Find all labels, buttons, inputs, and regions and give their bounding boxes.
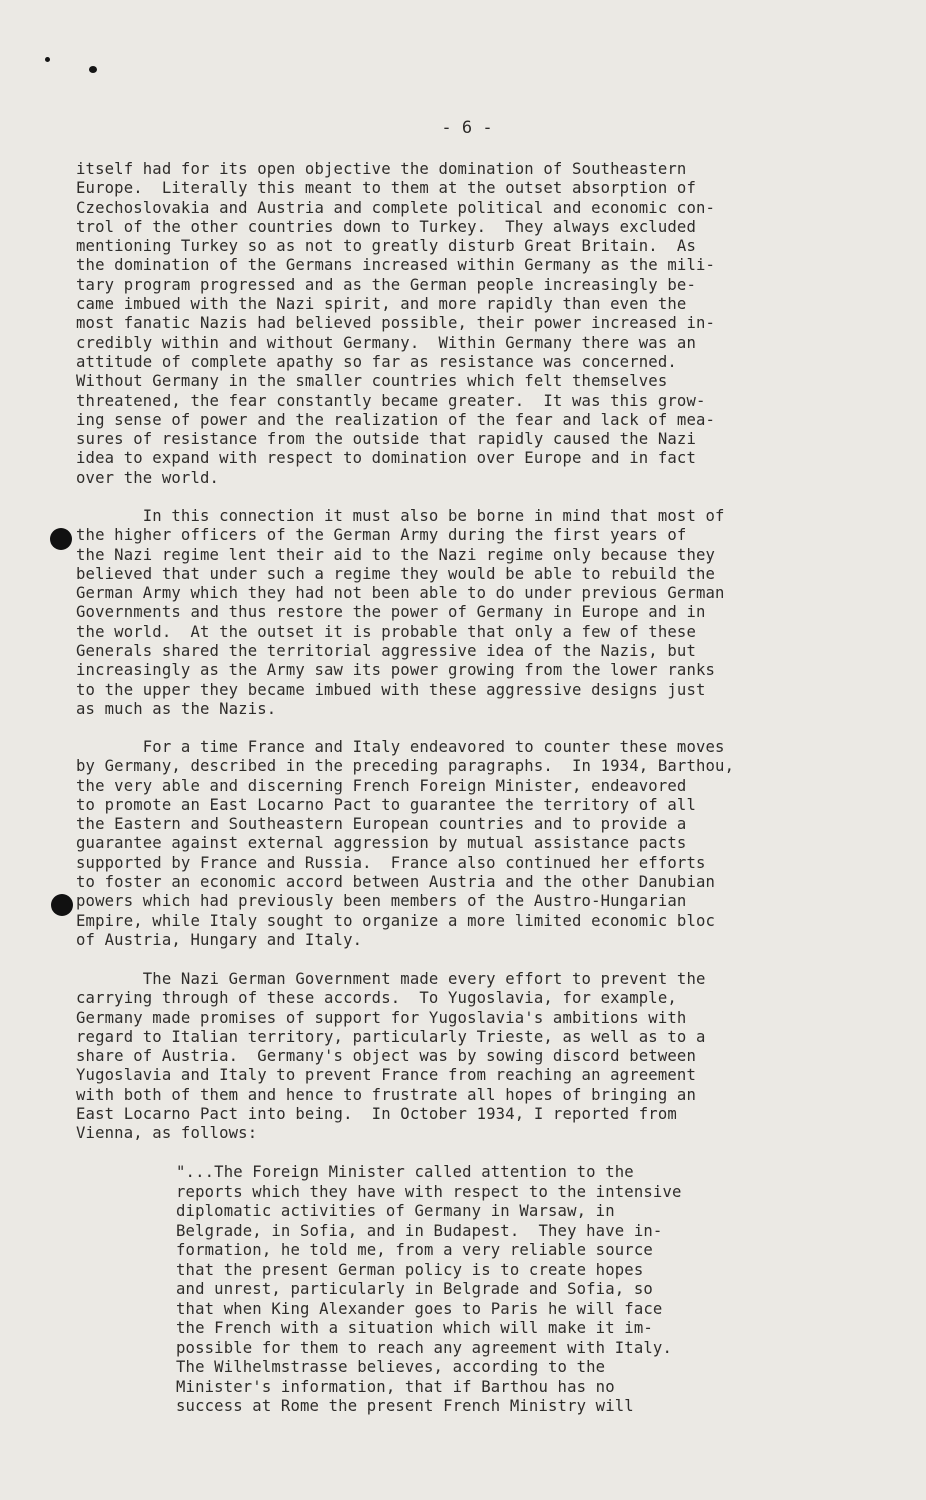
page-number: - 6 - (441, 118, 493, 138)
paragraph-3: For a time France and Italy endeavored to counter these moves by Germany, described in the preceding paragraphs. In 1934, Barthou, the very able and discerning French Foreign Minister, endeavored to promote an East Locarno Pact to guarantee the territory of all the Eastern and Southeastern European countries and to provide a guarantee against external aggression by mutual assistance pacts supported by France and Russia. France also continued her efforts to foster an economic accord between Austria and the other Danubian powers which had previously been members of the Austro-Hungarian Empire, while Italy sought to organize a more limited economic bloc of Austria, Hungary and Italy. (76, 738, 735, 949)
ink-speck (45, 57, 50, 62)
paragraph-4: The Nazi German Government made every effort to prevent the carrying through of these accords. To Yugoslavia, for example, Germany made promises of support for Yugoslavia's ambitions with regard to Italian territory, particularly Trieste, as well as to a share of Austria. Germany's object was by sowing discord between Yugoslavia and Italy to prevent France from reaching an agreement with both of them and hence to frustrate all hopes of bringing an East Locarno Pact into being. In October 1934, I reported from Vienna, as follows: (76, 970, 706, 1143)
ink-speck (89, 66, 97, 73)
block-quote: "...The Foreign Minister called attention to the reports which they have with respect to the intensive diplomatic activities of Germany in Warsaw, in Belgrade, in Sofia, and in Budapest. They have in- formation, he told me, from a very reliable source that the present German policy is to create hopes and unrest, particularly in Belgrade and Sofia, so that when King Alexander goes to Paris he will face the French with a situation which will make it im- possible for them to reach any agreement with Italy. The Wilhelmstrasse believes, according to the Minister's information, that if Barthou has no success at Rome the present French Ministry will (176, 1163, 682, 1415)
punch-hole (51, 894, 73, 916)
paragraph-1: itself had for its open objective the domination of Southeastern Europe. Literally this meant to them at the outset absorption of Czechoslovakia and Austria and complete political and economic con- trol of the other countries down to Turkey. They always excluded mentioning Turkey so as not to greatly disturb Great Britain. As the domination of the Germans increased within Germany as the mili- tary program progressed and as the German people increasingly be- came imbued with the Nazi spirit, and more rapidly than even the most fanatic Nazis had believed possible, their power increased in- credibly within and without Germany. Within Germany there was an attitude of complete apathy so far as resistance was concerned. Without Germany in the smaller countries which felt themselves threatened, the fear constantly became greater. It was this grow- ing sense of power and the realization of the fear and lack of mea- sures of resistance from the outside that rapidly caused the Nazi idea to expand with respect to domination over Europe and in fact over the world. (76, 160, 716, 487)
paragraph-2: In this connection it must also be borne in mind that most of the higher officers of the German Army during the first years of the Nazi regime lent their aid to the Nazi regime only because they believed that under such a regime they would be able to rebuild the German Army which they had not been able to do under previous German Governments and thus restore the power of Germany in Europe and in the world. At the outset it is probable that only a few of these Generals shared the territorial aggressive idea of the Nazis, but increasingly as the Army saw its power growing from the lower ranks to the upper they became imbued with these aggressive designs just as much as the Nazis. (76, 507, 725, 718)
punch-hole (50, 528, 72, 550)
